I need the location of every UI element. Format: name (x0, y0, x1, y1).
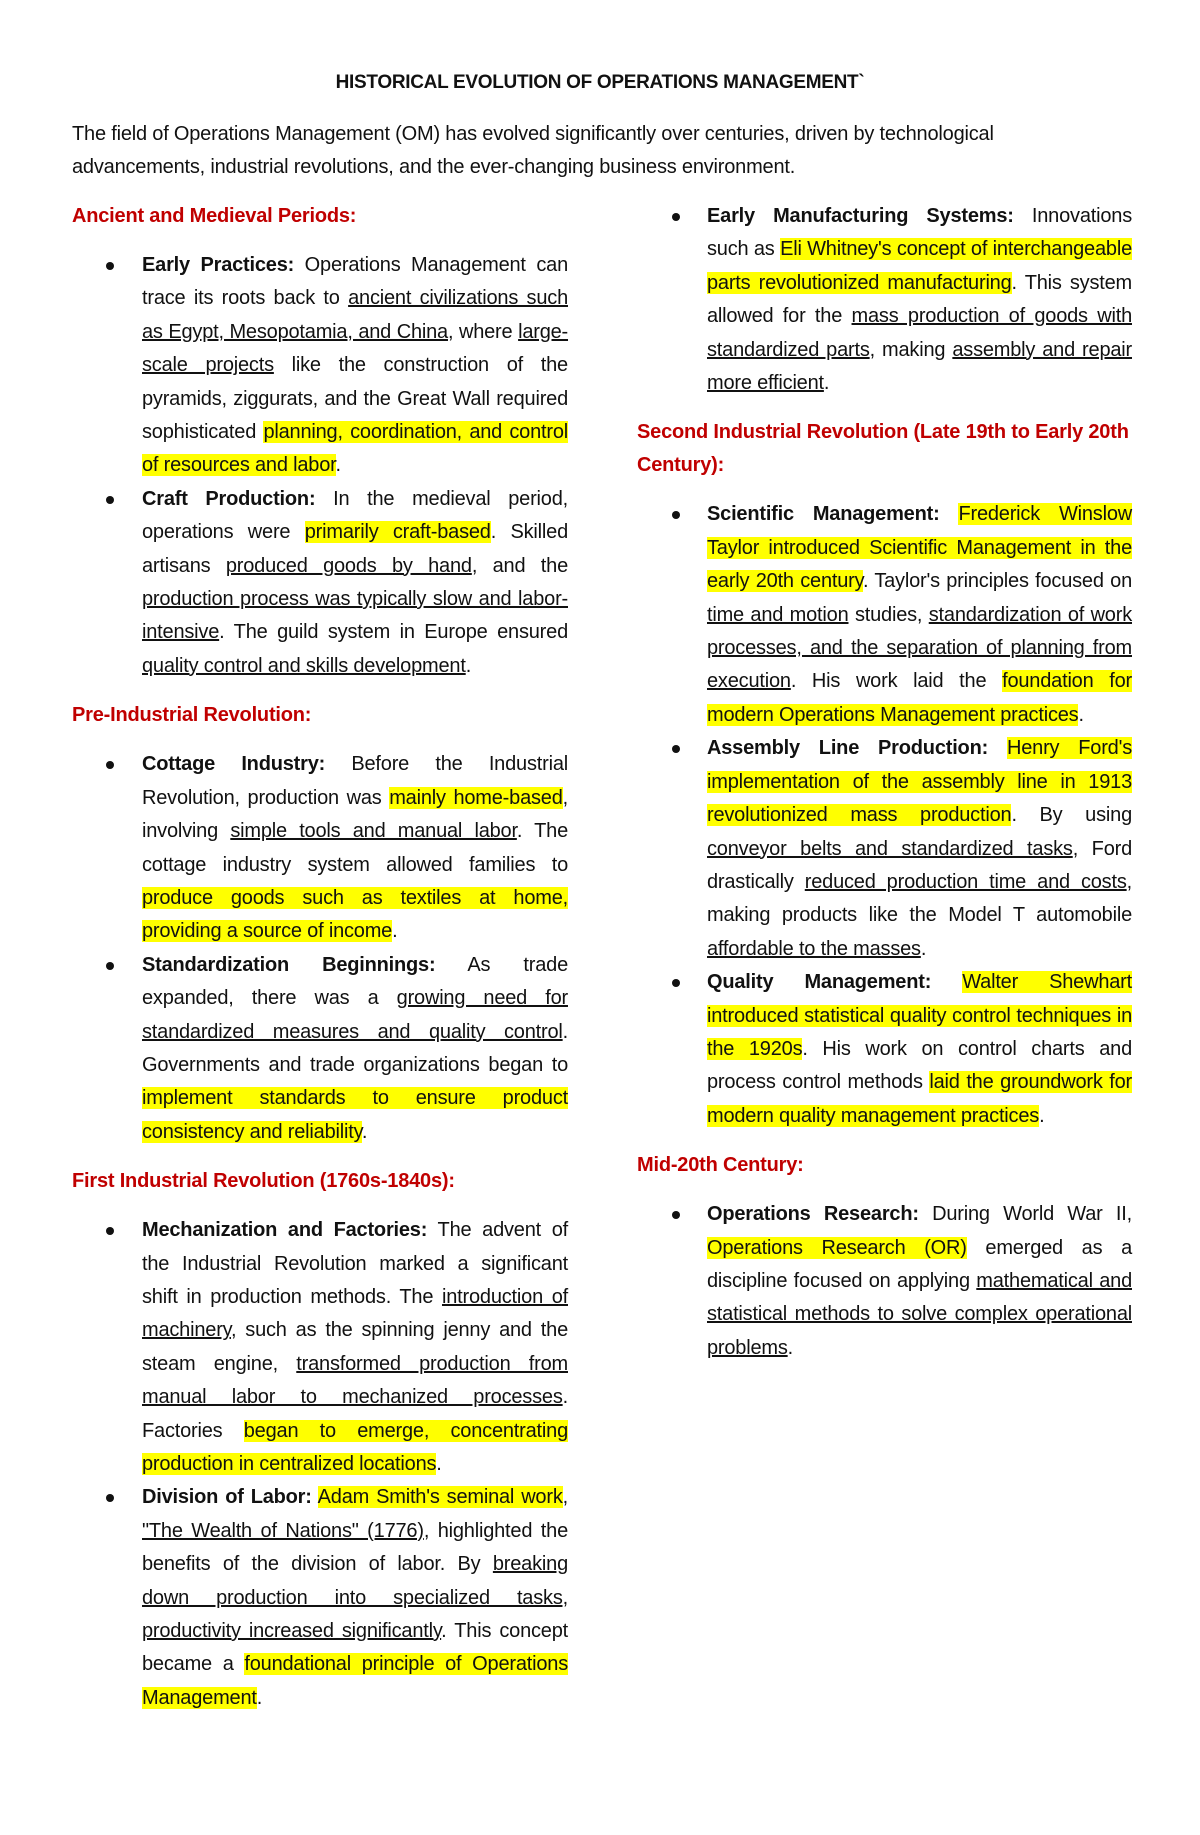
term-label: Craft Production: (142, 487, 316, 510)
body-text: , where (447, 320, 519, 343)
highlighted-text: Henry Ford's implementation of the assembly line in 1913 revolutionized mass production (707, 737, 1132, 827)
second-ir-list (637, 498, 1132, 1133)
term-label: Early Manufacturing Systems: (707, 205, 1014, 227)
mid-20th-list (637, 1198, 1132, 1365)
first-ir-list-right (637, 200, 1132, 400)
body-text: . (465, 654, 472, 677)
underlined-text: introduction of machinery (142, 1285, 568, 1342)
underlined-text: breaking down production into specialized tasks, productivity increased significantly (142, 1553, 568, 1643)
body-text: . (823, 372, 830, 395)
list-item-operations-research (637, 1198, 1132, 1365)
body-text: emerged as a discipline focused on applying (707, 1236, 1132, 1292)
term-label: Assembly Line Production: (707, 737, 989, 760)
bullet-icon (672, 979, 680, 987)
underlined-text: mathematical and statistical methods to solve complex operational problems (707, 1269, 1132, 1359)
section-heading-second-industrial-revolution: Second Industrial Revolution (Late 19th to Early 20th Century): (637, 421, 1129, 477)
body-text: During World War II, (918, 1203, 1132, 1226)
body-text: Innovations such as (707, 205, 1132, 261)
body-text: . Taylor's principles focused on (862, 570, 1132, 593)
list-item-mechanization (72, 1214, 568, 1481)
body-text: . The cottage industry system allowed families to (142, 820, 568, 876)
body-text: . (436, 1453, 442, 1475)
body-text (931, 971, 962, 993)
body-text: . Governments and trade organizations began to (142, 1020, 568, 1076)
body-text: The advent of the Industrial Revolution marked a significant shift in production methods. The (142, 1219, 568, 1308)
body-text: . (1078, 703, 1084, 726)
term-label: Cottage Industry: (142, 753, 326, 776)
body-text: . (256, 1686, 263, 1709)
underlined-text: ancient civilizations such as Egypt, Mesopotamia, and China (142, 287, 568, 343)
highlighted-text: produce goods such as textiles at home, providing a source of income (142, 886, 568, 943)
body-text: , making (869, 338, 953, 361)
underlined-text: standardization of work processes, and the separation of planning from execution (707, 603, 1132, 693)
body-text (988, 737, 1007, 759)
ancient-list (72, 249, 568, 683)
underlined-text: "The Wealth of Nations" (1776) (142, 1519, 424, 1542)
body-text: , Ford drastically (707, 837, 1133, 893)
term-label: Division of Labor: (142, 1486, 312, 1509)
section-heading-mid-20th-century: Mid-20th Century: (637, 1154, 804, 1177)
body-text: . (1039, 1104, 1045, 1127)
bullet-icon (106, 262, 114, 270)
body-text: . Skilled artisans (142, 521, 568, 577)
body-text: Before the Industrial Revolution, production was (142, 753, 568, 809)
body-text: . His work laid the (790, 670, 1003, 693)
highlighted-text: Adam Smith's seminal work (317, 1486, 563, 1509)
bullet-icon (106, 1227, 114, 1235)
body-text: . The guild system in Europe ensured (219, 621, 568, 644)
body-text: In the medieval period, operations were (142, 487, 568, 544)
list-item-division-of-labor (72, 1481, 568, 1715)
highlighted-text: Frederick Winslow Taylor introduced Scientific Management in the early 20th century (707, 503, 1132, 593)
bullet-icon (106, 496, 114, 504)
list-item-early-practices (72, 249, 568, 483)
term-label: Mechanization and Factories: (142, 1219, 428, 1242)
highlighted-text: foundation for modern Operations Management practices (707, 670, 1133, 726)
body-text (940, 503, 959, 525)
underlined-text: conveyor belts and standardized tasks (707, 837, 1073, 860)
list-item-scientific-management (637, 498, 1132, 732)
body-text: . (392, 920, 398, 943)
bullet-icon (672, 511, 680, 519)
body-text: like the construction of the pyramids, ziggurats, and the Great Wall required sophisticated (142, 354, 568, 444)
body-text: . Factories (142, 1386, 568, 1442)
underlined-text: growing need for standardized measures and quality control (142, 987, 568, 1043)
intro-paragraph: The field of Operations Management (OM) has evolved significantly over centuries, driven by technological advancements, industrial revolutions, and the ever-changing business environment. (72, 123, 994, 178)
list-item-craft-production (72, 483, 568, 683)
body-text: , involving (142, 786, 568, 843)
list-item-early-manufacturing (637, 200, 1132, 400)
term-label: Quality Management: (707, 971, 932, 994)
term-label: Standardization Beginnings: (142, 953, 436, 976)
highlighted-text: laid the groundwork for modern quality management practices (707, 1071, 1132, 1127)
left-column (72, 200, 568, 1715)
section-heading-first-industrial-revolution: First Industrial Revolution (1760s-1840s): (72, 1170, 455, 1193)
term-label: Operations Research: (707, 1203, 919, 1226)
body-text: . This system allowed for the (707, 271, 1132, 328)
highlighted-text: Operations Research (OR) (707, 1236, 967, 1259)
body-text: . By using (1011, 804, 1132, 827)
bullet-icon (106, 761, 114, 769)
underlined-text: simple tools and manual labor (230, 820, 517, 843)
list-item-cottage-industry (72, 748, 568, 948)
underlined-text: production process was typically slow and labor-intensive (142, 588, 568, 644)
highlighted-text: foundational principle of Operations Management (142, 1653, 568, 1709)
body-text: . (335, 454, 341, 477)
highlighted-text: planning, coordination, and control of resources and labor (142, 421, 568, 477)
term-label: Early Practices: (142, 254, 295, 276)
body-text: , (562, 1486, 568, 1509)
body-text: . (361, 1120, 368, 1143)
body-text: , and the (471, 554, 568, 577)
underlined-text: quality control and skills development (142, 654, 466, 677)
section-heading-ancient: Ancient and Medieval Periods: (72, 205, 357, 227)
highlighted-text: primarily craft-based (304, 521, 491, 544)
underlined-text: transformed production from manual labor to mechanized processes (142, 1352, 568, 1409)
list-item-standardization (72, 949, 568, 1149)
highlighted-text: began to emerge, concentrating production in centralized locations (142, 1419, 568, 1475)
body-text: Operations Management can trace its roots back to (142, 254, 568, 310)
underlined-text: affordable to the masses (707, 937, 921, 960)
bullet-icon (672, 213, 680, 221)
underlined-text: mass production of goods with standardized parts (707, 305, 1132, 361)
underlined-text: large-scale projects (142, 320, 569, 377)
term-label: Scientific Management: (707, 503, 940, 526)
underlined-text: reduced production time and costs (804, 870, 1127, 893)
body-text (312, 1486, 318, 1508)
body-text: studies, (848, 603, 929, 626)
body-text: . (787, 1336, 794, 1359)
bullet-icon (672, 1211, 680, 1219)
underlined-text: assembly and repair more efficient (707, 338, 1132, 395)
body-text: . (920, 937, 927, 960)
section-heading-pre-industrial: Pre-Industrial Revolution: (72, 704, 312, 727)
highlighted-text: Walter Shewhart introduced statistical quality control techniques in the 1920s (707, 971, 1133, 1060)
pre-industrial-list (72, 748, 568, 1149)
document-title: HISTORICAL EVOLUTION OF OPERATIONS MANAGEMENT` (335, 72, 865, 93)
first-ir-list-left (72, 1214, 568, 1715)
bullet-icon (672, 745, 680, 753)
highlighted-text: mainly home-based (389, 786, 563, 809)
list-item-quality-management (637, 966, 1132, 1133)
body-text: . This concept became a (142, 1620, 568, 1676)
highlighted-text: implement standards to ensure product consistency and reliability (142, 1087, 568, 1143)
underlined-text: time and motion (707, 603, 849, 626)
highlighted-text: Eli Whitney's concept of interchangeable parts revolutionized manufacturing (707, 238, 1132, 294)
body-text: As trade expanded, there was a (142, 953, 569, 1010)
list-item-assembly-line (637, 732, 1132, 966)
bullet-icon (106, 1494, 114, 1502)
underlined-text: produced goods by hand (225, 554, 472, 577)
body-text: . His work on control charts and process control methods (707, 1037, 1132, 1094)
body-text: , making products like the Model T automobile (707, 870, 1132, 927)
body-text: , highlighted the benefits of the division of labor. By (142, 1519, 568, 1576)
right-column (637, 200, 1132, 1365)
bullet-icon (106, 962, 114, 970)
body-text: , such as the spinning jenny and the steam engine, (142, 1319, 568, 1375)
